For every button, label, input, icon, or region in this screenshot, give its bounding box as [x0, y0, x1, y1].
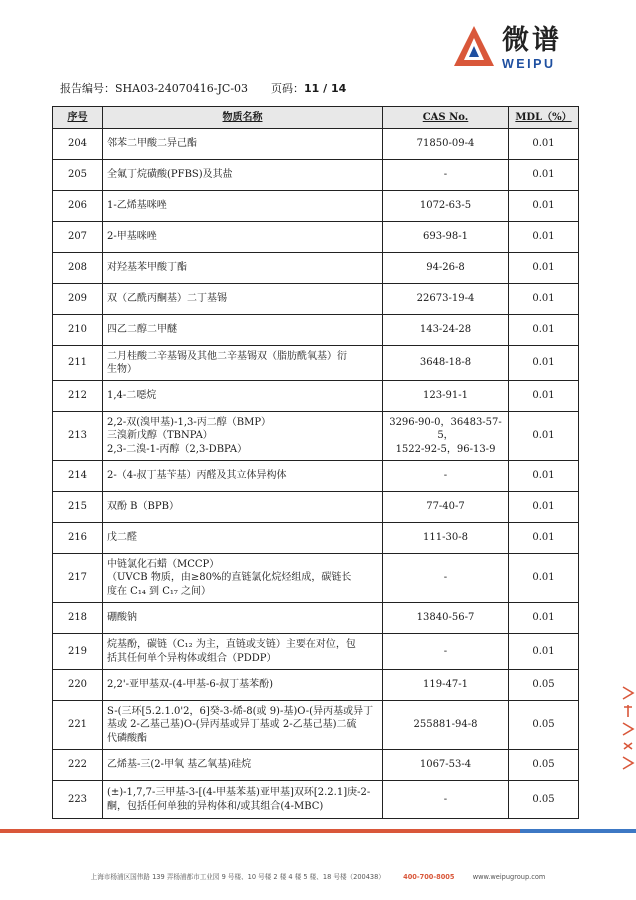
cell-substance-name	[103, 222, 383, 253]
cell-cas-no	[383, 346, 509, 381]
table-row	[53, 781, 579, 819]
cell-mdl: 0.01	[509, 160, 579, 191]
cell-mdl: 0.01	[509, 129, 579, 160]
substance-name-line: （UVCB 物质，由≥80%的直链氯化烷烃组成，碳链长	[107, 572, 352, 584]
cell-no: 223	[53, 781, 103, 819]
cas-line: 1067-53-4	[419, 759, 472, 771]
substance-name-line: 二月桂酸二辛基锡及其他二辛基锡双（脂肪酰氧基）衍	[107, 350, 347, 362]
cas-line: 3648-18-8	[419, 357, 472, 369]
cell-substance-name	[103, 346, 383, 381]
col-header-name: 物质名称	[103, 107, 383, 129]
cell-mdl: 0.05	[509, 701, 579, 750]
cell-substance-name	[103, 191, 383, 222]
cell-no: 210	[53, 315, 103, 346]
cell-cas-no	[383, 412, 509, 461]
substance-name-line: 2,3-二溴-1-丙醇（2,3-DBPA）	[107, 443, 248, 455]
cell-substance-name	[103, 670, 383, 701]
substance-name-line: 酮，包括任何单独的异构体和/或其组合(4-MBC)	[107, 800, 324, 812]
substance-name-line: 三溴新戊醇（TBNPA）	[107, 430, 213, 442]
cell-no: 209	[53, 284, 103, 315]
cell-substance-name	[103, 129, 383, 160]
table-header-row	[53, 107, 579, 129]
cas-line: 111-30-8	[423, 532, 468, 544]
cas-line: -	[443, 169, 448, 181]
page-label: 页码：	[271, 82, 305, 95]
table-row	[53, 492, 579, 523]
col-header-cas: CAS No.	[383, 107, 509, 129]
cell-substance-name	[103, 284, 383, 315]
col-header-no: 序号	[53, 107, 103, 129]
cell-substance-name	[103, 412, 383, 461]
logo-english-text: WEIPU	[502, 57, 556, 71]
company-logo	[452, 24, 582, 76]
cell-cas-no	[383, 781, 509, 819]
footer-address: 上海市杨浦区国伟路 139 弄杨浦都市工业园 9 号楼、10 号楼 2 楼 4 楼 5 楼、18 号楼（200438）	[90, 873, 385, 881]
cell-no: 211	[53, 346, 103, 381]
cell-no: 221	[53, 701, 103, 750]
substance-name-line: 四乙二醇二甲醚	[107, 324, 177, 336]
cell-cas-no	[383, 284, 509, 315]
cas-line: 71850-09-4	[416, 138, 475, 150]
substance-name-line: 硼酸钠	[107, 612, 137, 624]
cas-line: -	[443, 470, 448, 482]
cell-cas-no	[383, 315, 509, 346]
cas-line: -	[443, 645, 448, 657]
cas-line: 22673-19-4	[416, 293, 475, 305]
substance-name-line: 基或 2-乙基己基)O-(异丙基或异丁基或 2-乙基己基)二硫	[107, 719, 357, 731]
table-row	[53, 701, 579, 750]
cell-substance-name	[103, 160, 383, 191]
cell-no: 212	[53, 381, 103, 412]
substance-name-line: S-(三环[5.2.1.0'2，6]癸-3-烯-8(或 9)-基)O-(异丙基或异丁	[107, 705, 374, 717]
cell-cas-no	[383, 523, 509, 554]
substance-name-line: 乙烯基-三(2-甲氧 基乙氧基)硅烷	[107, 759, 252, 771]
report-number: SHA03-24070416-JC-03	[115, 82, 249, 95]
cell-mdl: 0.01	[509, 222, 579, 253]
substance-table	[52, 106, 579, 819]
cell-cas-no	[383, 253, 509, 284]
cell-no: 205	[53, 160, 103, 191]
cell-no: 207	[53, 222, 103, 253]
report-number-label: 报告编号：	[60, 82, 115, 95]
substance-name-line: (±)-1,7,7-三甲基-3-[(4-甲基苯基)亚甲基]双环[2.2.1]庚-2-	[107, 787, 371, 798]
cell-cas-no	[383, 492, 509, 523]
substance-name-line: 1,4-二噁烷	[107, 390, 157, 402]
substance-name-line: 邻苯二甲酸二异己酯	[107, 138, 197, 150]
footer-phone: 400-700-8005	[403, 873, 455, 881]
cell-no: 213	[53, 412, 103, 461]
cell-mdl: 0.01	[509, 381, 579, 412]
cell-mdl: 0.01	[509, 315, 579, 346]
cell-cas-no	[383, 554, 509, 603]
cell-mdl: 0.01	[509, 523, 579, 554]
substance-name-line: 度在 C₁₄ 到 C₁₇ 之间）	[107, 585, 212, 597]
substance-name-line: 括其任何单个异构体或组合（PDDP）	[107, 652, 277, 664]
cas-line: 255881-94-8	[413, 719, 478, 731]
cell-substance-name	[103, 750, 383, 781]
substance-name-line: 双酚 B（BPB）	[107, 501, 179, 513]
cas-line: 13840-56-7	[416, 612, 475, 624]
table-row	[53, 129, 579, 160]
cell-mdl: 0.01	[509, 634, 579, 670]
cell-cas-no	[383, 222, 509, 253]
cell-cas-no	[383, 191, 509, 222]
substance-name-line: 1-乙烯基咪唑	[107, 200, 167, 212]
cell-substance-name	[103, 701, 383, 750]
cell-cas-no	[383, 603, 509, 634]
substance-name-line: 烷基酚，碳链（C₁₂ 为主，直链或支链）主要在对位，包	[107, 639, 356, 650]
cell-no: 218	[53, 603, 103, 634]
cell-mdl: 0.01	[509, 284, 579, 315]
cell-no: 208	[53, 253, 103, 284]
cell-no: 220	[53, 670, 103, 701]
report-info	[60, 82, 346, 96]
cas-line: 1522-92-5，96-13-9	[395, 443, 496, 455]
footer-website: www.weipugroup.com	[472, 873, 546, 881]
cell-cas-no	[383, 129, 509, 160]
cell-substance-name	[103, 603, 383, 634]
cas-line: 94-26-8	[426, 262, 465, 274]
cell-cas-no	[383, 381, 509, 412]
cell-substance-name	[103, 253, 383, 284]
table-row	[53, 253, 579, 284]
cell-no: 215	[53, 492, 103, 523]
table-row	[53, 315, 579, 346]
cell-no: 216	[53, 523, 103, 554]
substance-name-line: 2-（4-叔丁基苄基）丙醛及其立体异构体	[107, 470, 287, 482]
cas-line: 1072-63-5	[419, 200, 472, 212]
cell-cas-no	[383, 750, 509, 781]
substance-name-line: 戊二醛	[107, 532, 137, 544]
table-row	[53, 191, 579, 222]
cell-no: 204	[53, 129, 103, 160]
cell-mdl: 0.01	[509, 603, 579, 634]
cell-substance-name	[103, 461, 383, 492]
cas-line: -	[443, 793, 448, 805]
logo-chinese-text: 微谱	[502, 25, 562, 56]
table-row	[53, 554, 579, 603]
substance-name-line: 2,2-双(溴甲基)-1,3-丙二醇（BMP）	[107, 416, 272, 428]
cas-line: 143-24-28	[419, 324, 472, 336]
footer-divider	[0, 829, 636, 833]
cell-mdl: 0.05	[509, 670, 579, 701]
cell-mdl: 0.01	[509, 191, 579, 222]
table-row	[53, 461, 579, 492]
cas-line: 77-40-7	[426, 501, 465, 513]
table-row	[53, 346, 579, 381]
table-row	[53, 523, 579, 554]
cell-cas-no	[383, 701, 509, 750]
cell-substance-name	[103, 492, 383, 523]
cell-mdl: 0.01	[509, 492, 579, 523]
cell-substance-name	[103, 381, 383, 412]
table-row	[53, 750, 579, 781]
logo-mark-icon	[452, 24, 496, 70]
cas-line: 123-91-1	[423, 390, 468, 402]
table-row	[53, 381, 579, 412]
footer-contact	[0, 871, 636, 881]
cell-substance-name	[103, 554, 383, 603]
col-header-mdl: MDL（%）	[509, 107, 579, 129]
cell-mdl: 0.05	[509, 750, 579, 781]
cell-substance-name	[103, 634, 383, 670]
cell-mdl: 0.01	[509, 412, 579, 461]
table-body	[53, 129, 579, 819]
cell-cas-no	[383, 160, 509, 191]
substance-name-line: 中链氯化石蜡（MCCP）	[107, 558, 220, 570]
cell-no: 219	[53, 634, 103, 670]
cell-mdl: 0.01	[509, 461, 579, 492]
substance-name-line: 双（乙酰丙酮基）二丁基锡	[107, 293, 227, 305]
cell-mdl: 0.01	[509, 253, 579, 284]
cell-mdl: 0.01	[509, 346, 579, 381]
cell-no: 217	[53, 554, 103, 603]
edge-seal-mark	[620, 683, 636, 773]
cell-substance-name	[103, 315, 383, 346]
cell-cas-no	[383, 461, 509, 492]
cell-substance-name	[103, 523, 383, 554]
table-row	[53, 284, 579, 315]
page-number: 11 / 14	[304, 82, 347, 95]
substance-name-line: 全氟丁烷磺酸(PFBS)及其盐	[107, 169, 233, 181]
cell-no: 214	[53, 461, 103, 492]
cell-mdl: 0.01	[509, 554, 579, 603]
cell-cas-no	[383, 670, 509, 701]
cas-line: 119-47-1	[423, 679, 468, 691]
substance-name-line: 对羟基苯甲酸丁酯	[107, 262, 187, 274]
cell-mdl: 0.05	[509, 781, 579, 819]
cas-line: -	[443, 572, 448, 584]
cas-line: 693-98-1	[423, 231, 468, 243]
substance-name-line: 2-甲基咪唑	[107, 231, 157, 243]
table-row	[53, 160, 579, 191]
cell-substance-name	[103, 781, 383, 819]
table-row	[53, 222, 579, 253]
substance-name-line: 代磷酸酯	[107, 732, 147, 744]
table-row	[53, 412, 579, 461]
cell-no: 222	[53, 750, 103, 781]
table-row	[53, 670, 579, 701]
substance-name-line: 2,2'-亚甲基双-(4-甲基-6-叔丁基苯酚)	[107, 679, 274, 691]
cell-cas-no	[383, 634, 509, 670]
cas-line: 3296-90-0，36483-57-5，	[389, 416, 502, 442]
cell-no: 206	[53, 191, 103, 222]
table-row	[53, 634, 579, 670]
table-row	[53, 603, 579, 634]
substance-name-line: 生物）	[107, 364, 137, 375]
